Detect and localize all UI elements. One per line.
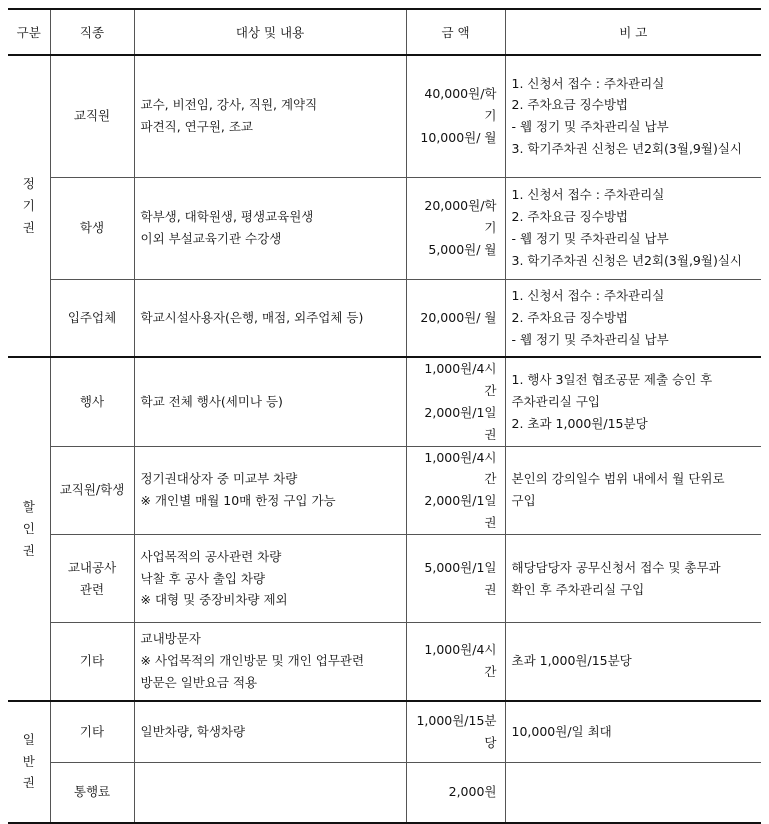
row-amount: 1,000원/15분당 [406, 701, 505, 763]
group-regular: 정 기 권 [8, 55, 50, 357]
row-type: 학생 [50, 177, 134, 279]
row-amount: 1,000원/4시간 2,000원/1일권 [406, 446, 505, 535]
row-note: 1. 신청서 접수 : 주차관리실 2. 주차요금 징수방법 - 웹 정기 및 주차관리실 납부 3. 학기주차권 신청은 년2회(3월,9월)실시 [505, 55, 761, 177]
header-type: 직종 [50, 9, 134, 55]
table-row [8, 279, 761, 357]
row-type: 입주업체 [50, 279, 134, 357]
header-row [8, 9, 761, 55]
row-type: 기타 [50, 701, 134, 763]
row-note: 해당담당자 공무신청서 접수 및 총무과 확인 후 주차관리실 구입 [505, 535, 761, 623]
row-target: 학교시설사용자(은행, 매점, 외주업체 등) [134, 279, 406, 357]
row-note: 초과 1,000원/15분당 [505, 623, 761, 701]
row-target [134, 763, 406, 823]
row-target: 일반차량, 학생차량 [134, 701, 406, 763]
row-note: 1. 신청서 접수 : 주차관리실 2. 주차요금 징수방법 - 웹 정기 및 주차관리실 납부 [505, 279, 761, 357]
table-row [8, 535, 761, 623]
row-type: 기타 [50, 623, 134, 701]
row-amount: 1,000원/4시간 [406, 623, 505, 701]
header-category: 구분 [8, 9, 50, 55]
row-amount: 20,000원/학기 5,000원/ 월 [406, 177, 505, 279]
table-row [8, 55, 761, 177]
row-note: 10,000원/일 최대 [505, 701, 761, 763]
row-note [505, 763, 761, 823]
table-row [8, 357, 761, 446]
row-type: 통행료 [50, 763, 134, 823]
row-type: 교직원 [50, 55, 134, 177]
table-row [8, 701, 761, 763]
parking-fee-table [8, 8, 761, 824]
row-type: 교직원/학생 [50, 446, 134, 535]
row-amount: 40,000원/학기 10,000원/ 월 [406, 55, 505, 177]
row-amount: 20,000원/ 월 [406, 279, 505, 357]
row-amount: 5,000원/1일권 [406, 535, 505, 623]
row-target: 교내방문자 ※ 사업목적의 개인방문 및 개인 업무관련 방문은 일반요금 적용 [134, 623, 406, 701]
table-row [8, 763, 761, 823]
header-target: 대상 및 내용 [134, 9, 406, 55]
row-note: 1. 신청서 접수 : 주차관리실 2. 주차요금 징수방법 - 웹 정기 및 주차관리실 납부 3. 학기주차권 신청은 년2회(3월,9월)실시 [505, 177, 761, 279]
row-target: 사업목적의 공사관련 차량 낙찰 후 공사 출입 차량 ※ 대형 및 중장비차량 제외 [134, 535, 406, 623]
row-target: 교수, 비전임, 강사, 직원, 계약직 파견직, 연구원, 조교 [134, 55, 406, 177]
row-target: 학교 전체 행사(세미나 등) [134, 357, 406, 446]
table-row [8, 177, 761, 279]
header-note: 비 고 [505, 9, 761, 55]
row-type: 교내공사 관련 [50, 535, 134, 623]
group-discount: 할 인 권 [8, 357, 50, 701]
row-type: 행사 [50, 357, 134, 446]
table-row [8, 623, 761, 701]
row-note: 1. 행사 3일전 협조공문 제출 승인 후 주차관리실 구입 2. 초과 1,000원/15분당 [505, 357, 761, 446]
row-target: 정기권대상자 중 미교부 차량 ※ 개인별 매월 10매 한정 구입 가능 [134, 446, 406, 535]
group-general: 일 반 권 [8, 701, 50, 823]
row-amount: 2,000원 [406, 763, 505, 823]
row-amount: 1,000원/4시간 2,000원/1일권 [406, 357, 505, 446]
row-target: 학부생, 대학원생, 평생교육원생 이외 부설교육기관 수강생 [134, 177, 406, 279]
table-row [8, 446, 761, 535]
row-note: 본인의 강의일수 범위 내에서 월 단위로 구입 [505, 446, 761, 535]
header-amount: 금 액 [406, 9, 505, 55]
